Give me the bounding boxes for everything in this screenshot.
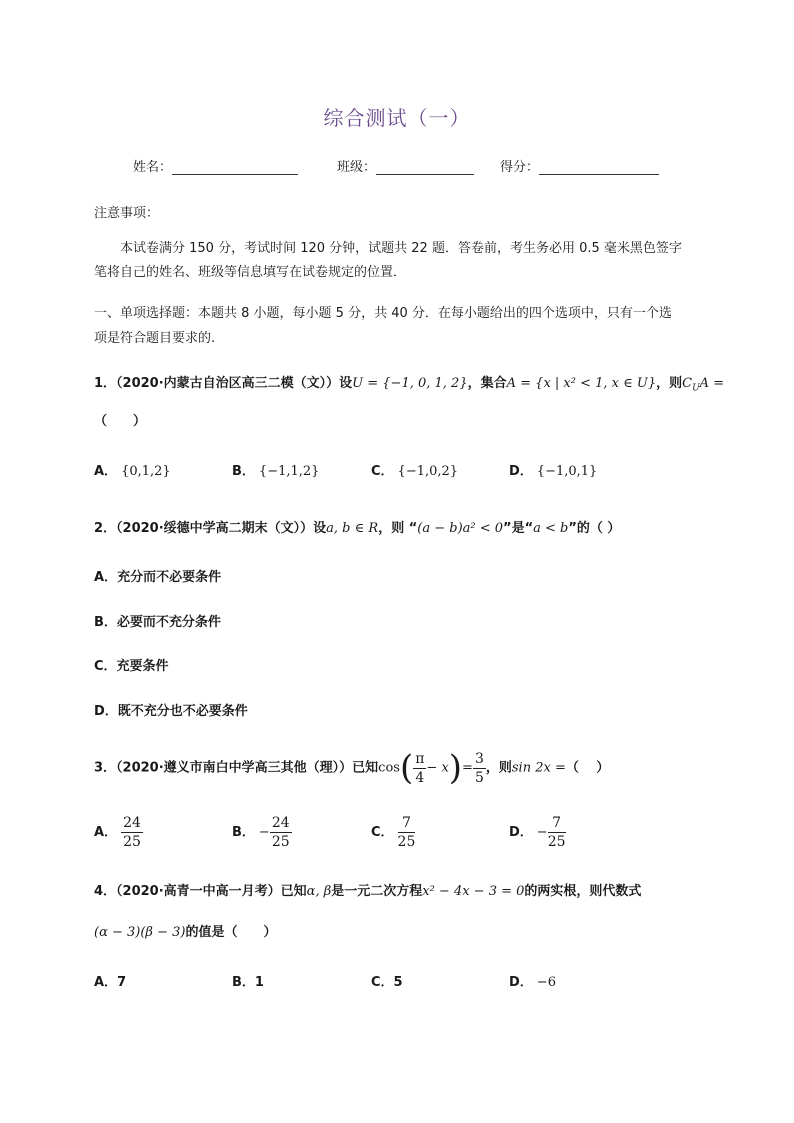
q3-option-c[interactable] (371, 814, 415, 851)
option-sign: − (258, 825, 270, 840)
q1-option-b[interactable] (232, 460, 319, 479)
q3-pi-den: 4 (415, 769, 425, 786)
option-label: C． (371, 464, 394, 479)
q3-minus-x: − x (426, 760, 449, 776)
option-fraction (398, 814, 416, 851)
class-label: 班级： (337, 160, 377, 175)
option-label: A． (94, 975, 118, 990)
option-label: A． (94, 464, 118, 479)
section-line-2: 项是符合题目要求的. (94, 331, 216, 346)
q2-option-c[interactable] (94, 655, 169, 674)
notice-line-2: 笔将自己的姓名、班级等信息填写在试卷规定的位置． (94, 265, 407, 280)
q1-option-a[interactable] (94, 460, 171, 479)
q4-suffix: 的两实根，则代数式 (524, 884, 642, 899)
option-value: {−1,1,2} (258, 464, 320, 479)
q3-prefix: 3．（2020·遵义市南白中学高三其他（理））已知 (94, 760, 379, 776)
q2-expr2: a < b (533, 521, 569, 536)
q4-option-a[interactable] (94, 971, 126, 990)
q4-vars: α, β (306, 884, 332, 899)
q2-prefix: 2．（2020·绥德中学高二期末（文））设 (94, 521, 327, 536)
option-fraction (270, 814, 292, 851)
option-label: C． (371, 975, 394, 990)
q3-option-b[interactable] (232, 814, 292, 851)
section-line-1: 一、单项选择题：本题共 8 小题，每小题 5 分，共 40 分．在每小题给出的四个选项中，只有一个选 (94, 306, 672, 321)
option-value: {0,1,2} (121, 464, 171, 479)
option-label: B． (94, 615, 117, 630)
q3-rhs-num: 3 (474, 750, 484, 767)
q3-eq: = (462, 760, 473, 776)
q3-option-d[interactable] (509, 814, 566, 851)
q2-vars: a, b ∈ R (326, 521, 379, 536)
option-label: D． (94, 704, 118, 719)
option-value: −6 (536, 975, 556, 990)
option-label: C． (371, 825, 394, 840)
option-value: 1 (254, 975, 264, 990)
score-blank[interactable] (539, 160, 659, 175)
q1-prefix: 1．（2020·内蒙古自治区高三二模（文））设 (94, 376, 353, 391)
q3-sin: sin 2x = (511, 760, 566, 776)
q4-prefix: 4．（2020·高青一中高一月考）已知 (94, 884, 307, 899)
q3-cos: cos (378, 760, 400, 776)
option-value: {−1,0,1} (536, 464, 598, 479)
q1-mid2: ，则 (656, 376, 683, 391)
q4-option-d[interactable] (509, 971, 556, 990)
q2-mid: ，则 “ (378, 521, 418, 536)
option-value: 充要条件 (116, 659, 169, 674)
option-label: B． (232, 975, 255, 990)
question-1-paren: （ ） (94, 414, 147, 429)
q1-set-u: U = {−1, 0, 1, 2} (352, 376, 468, 391)
score-field (500, 156, 659, 175)
question-4-stem (94, 880, 641, 899)
option-den: 25 (123, 834, 141, 850)
q2-suffix: ”的（ ） (568, 521, 621, 536)
q3-paren: （ ） (565, 760, 610, 776)
q3-option-a[interactable] (94, 814, 143, 851)
question-1-stem (94, 372, 724, 394)
option-num: 24 (123, 815, 141, 831)
notice-line-1: 本试卷满分 150 分，考试时间 120 分钟，试题共 22 题．答卷前，考生务必用 0.5 毫米黑色签字 (120, 241, 682, 256)
option-num: 7 (398, 814, 416, 833)
q3-pi-num: π (415, 750, 425, 767)
q4-option-b[interactable] (232, 971, 264, 990)
option-den: 25 (547, 834, 566, 850)
option-fraction (121, 814, 143, 851)
q2-expr: (a − b)a² < 0 (417, 521, 504, 536)
q4-expr: (α − 3)(β − 3) (94, 925, 186, 940)
q4-line2-suffix: 的值是（ ） (185, 925, 277, 940)
question-4-line-2 (94, 921, 276, 940)
q3-mid: ，则 (485, 760, 512, 776)
q1-set-a: A = {x | x² < 1, x ∈ U} (506, 376, 657, 391)
option-label: D． (509, 464, 533, 479)
option-label: B． (232, 825, 255, 840)
name-blank[interactable] (172, 160, 298, 175)
option-label: D． (509, 825, 533, 840)
q3-rhs-den: 5 (474, 769, 484, 786)
q2-option-a[interactable] (94, 566, 221, 585)
score-label: 得分： (500, 160, 540, 175)
q4-equation: x² − 4x − 3 = 0 (422, 884, 525, 899)
class-field (337, 156, 474, 175)
option-value: 必要而不充分条件 (116, 615, 221, 630)
q1-mid: ，集合 (467, 376, 507, 391)
q1-complement-sub: U (692, 383, 700, 394)
q1-complement-a: A = (699, 376, 725, 391)
q3-left-paren: ( (399, 748, 414, 788)
option-den: 25 (271, 834, 290, 850)
option-den: 25 (397, 834, 416, 850)
q3-pi-over-4 (413, 750, 426, 787)
option-value: 充分而不必要条件 (117, 570, 222, 585)
question-2-stem (94, 517, 620, 536)
notice-heading: 注意事项： (94, 206, 160, 221)
q2-mid2: ”是“ (503, 521, 534, 536)
option-label: C． (94, 659, 117, 674)
q3-right-paren: ) (448, 748, 463, 788)
option-label: B． (232, 464, 255, 479)
option-value: 既不充分也不必要条件 (117, 704, 248, 719)
option-value: 5 (393, 975, 403, 990)
option-value: {−1,0,2} (397, 464, 459, 479)
option-label: D． (509, 975, 533, 990)
q1-option-d[interactable] (509, 460, 597, 479)
option-label: A． (94, 825, 118, 840)
option-num: 7 (548, 814, 566, 833)
option-num: 24 (271, 815, 290, 831)
q2-option-d[interactable] (94, 700, 248, 719)
option-label: A． (94, 570, 118, 585)
option-fraction (548, 814, 566, 851)
q3-rhs (473, 750, 486, 787)
q1-complement: C (682, 376, 693, 391)
option-value: 7 (117, 975, 127, 990)
question-3-stem (94, 746, 609, 791)
q2-option-b[interactable] (94, 611, 221, 630)
name-field (133, 156, 298, 175)
class-blank[interactable] (376, 160, 474, 175)
q1-option-c[interactable] (371, 460, 458, 479)
q4-mid: 是一元二次方程 (331, 884, 423, 899)
option-sign: − (536, 825, 548, 840)
page-title: 综合测试（一） (323, 106, 471, 130)
name-label: 姓名： (133, 160, 173, 175)
q4-option-c[interactable] (371, 971, 403, 990)
